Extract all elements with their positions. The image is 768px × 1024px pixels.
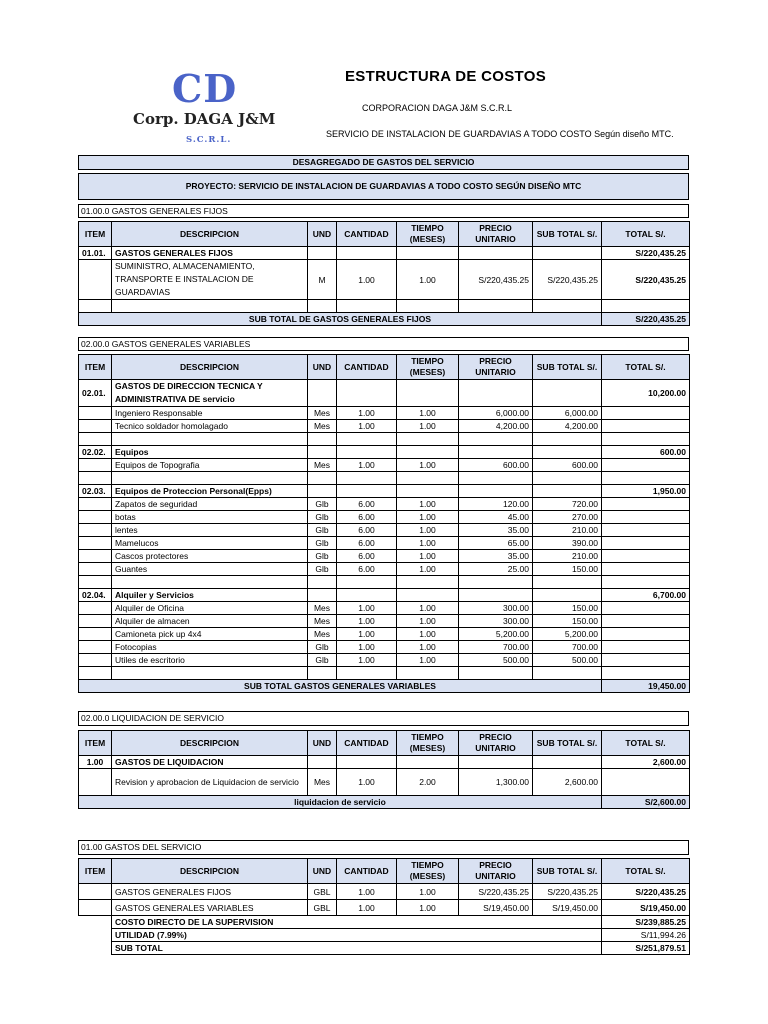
- col-tiempo: TIEMPO (MESES): [397, 859, 459, 884]
- subtotal-value: S/220,435.25: [602, 313, 690, 326]
- col-precio: PRECIO UNITARIO: [459, 222, 533, 247]
- row-tiempo: 1.00: [397, 498, 459, 511]
- group-desc: Equipos de Proteccion Personal(Epps): [112, 485, 308, 498]
- col-und: UND: [308, 731, 337, 756]
- table-header: [79, 355, 690, 380]
- table-row: [79, 900, 690, 916]
- group-item: 02.01.: [79, 380, 112, 407]
- group-row: [79, 589, 690, 602]
- costo-directo-label: COSTO DIRECTO DE LA SUPERVISION: [112, 916, 602, 929]
- col-und: UND: [308, 355, 337, 380]
- row-und: M: [308, 260, 337, 300]
- section-title-servicio: [78, 840, 689, 855]
- row-subtotal: 600.00: [533, 459, 602, 472]
- row-precio: 6,000.00: [459, 407, 533, 420]
- row-precio: 700.00: [459, 641, 533, 654]
- col-cantidad: CANTIDAD: [337, 222, 397, 247]
- row-und: GBL: [308, 884, 337, 900]
- row-und: Glb: [308, 537, 337, 550]
- table-row: [79, 602, 690, 615]
- row-subtotal: 150.00: [533, 615, 602, 628]
- row-tiempo: 1.00: [397, 641, 459, 654]
- col-subtotal: SUB TOTAL S/.: [533, 222, 602, 247]
- row-cant: 1.00: [337, 628, 397, 641]
- group-desc: GASTOS DE LIQUIDACION: [112, 756, 308, 769]
- col-tiempo: TIEMPO (MESES): [397, 355, 459, 380]
- row-precio: S/19,450.00: [459, 900, 533, 916]
- col-subtotal: SUB TOTAL S/.: [533, 731, 602, 756]
- logo-name: Corp. DAGA J&M: [133, 110, 276, 128]
- variable-costs-table: [78, 354, 690, 693]
- row-cant: 1.00: [337, 420, 397, 433]
- col-subtotal: SUB TOTAL S/.: [533, 355, 602, 380]
- service-costs-table: [78, 858, 690, 955]
- row-cant: 6.00: [337, 498, 397, 511]
- group-desc: Alquiler y Servicios: [112, 589, 308, 602]
- col-tiempo: TIEMPO (MESES): [397, 731, 459, 756]
- row-und: Glb: [308, 550, 337, 563]
- group-row: [79, 380, 690, 407]
- col-total: TOTAL S/.: [602, 355, 690, 380]
- row-cant: 6.00: [337, 563, 397, 576]
- group-item: 02.04.: [79, 589, 112, 602]
- row-subtotal: 6,000.00: [533, 407, 602, 420]
- row-tiempo: 1.00: [397, 420, 459, 433]
- row-und: Glb: [308, 524, 337, 537]
- row-und: Glb: [308, 563, 337, 576]
- group-total: 600.00: [602, 446, 690, 459]
- col-item: ITEM: [79, 222, 112, 247]
- row-cant: 1.00: [337, 602, 397, 615]
- row-und: Mes: [308, 628, 337, 641]
- row-subtotal: 150.00: [533, 602, 602, 615]
- col-cantidad: CANTIDAD: [337, 355, 397, 380]
- logo-subtitle: S.C.R.L.: [186, 135, 232, 145]
- company-name: CORPORACION DAGA J&M S.C.R.L: [362, 103, 513, 113]
- col-descripcion: DESCRIPCION: [112, 355, 308, 380]
- row-desc: Alquiler de almacen: [112, 615, 308, 628]
- section-title-variable: [78, 337, 689, 351]
- row-subtotal: 700.00: [533, 641, 602, 654]
- row-und: Mes: [308, 615, 337, 628]
- row-subtotal: 210.00: [533, 550, 602, 563]
- col-item: ITEM: [79, 355, 112, 380]
- col-subtotal: SUB TOTAL S/.: [533, 859, 602, 884]
- row-precio: S/220,435.25: [459, 260, 533, 300]
- project-banner: [78, 173, 689, 200]
- subtotal-value: S/2,600.00: [602, 796, 690, 809]
- row-cant: 6.00: [337, 524, 397, 537]
- row-cant: 1.00: [337, 615, 397, 628]
- group-desc: Equipos: [112, 446, 308, 459]
- row-tiempo: 1.00: [397, 550, 459, 563]
- row-cant: 1.00: [337, 641, 397, 654]
- table-row: [79, 260, 690, 300]
- row-total: S/220,435.25: [602, 884, 690, 900]
- subtotal-row: [79, 796, 690, 809]
- group-item: 01.01.: [79, 247, 112, 260]
- fixed-costs-table: [78, 221, 690, 326]
- row-cant: 1.00: [337, 769, 397, 796]
- row-subtotal: S/19,450.00: [533, 900, 602, 916]
- utilidad-row: [79, 929, 690, 942]
- row-tiempo: 2.00: [397, 769, 459, 796]
- col-und: UND: [308, 859, 337, 884]
- table-row: [79, 628, 690, 641]
- row-cant: 1.00: [337, 654, 397, 667]
- group-row: [79, 756, 690, 769]
- row-precio: 4,200.00: [459, 420, 533, 433]
- section-title-fixed: [78, 204, 689, 218]
- row-precio: 300.00: [459, 602, 533, 615]
- table-row: [79, 420, 690, 433]
- group-desc: GASTOS DE DIRECCION TECNICA Y ADMINISTRATIVA DE servicio: [112, 380, 308, 407]
- table-row: [79, 641, 690, 654]
- row-cant: 1.00: [337, 407, 397, 420]
- row-subtotal: 390.00: [533, 537, 602, 550]
- table-row: [79, 498, 690, 511]
- grand-subtotal-label: SUB TOTAL: [112, 942, 602, 955]
- row-tiempo: 1.00: [397, 615, 459, 628]
- row-desc: Guantes: [112, 563, 308, 576]
- row-desc: Revision y aprobacion de Liquidacion de servicio: [112, 769, 308, 796]
- row-tiempo: 1.00: [397, 628, 459, 641]
- grand-subtotal-row: [79, 942, 690, 955]
- row-subtotal: 2,600.00: [533, 769, 602, 796]
- row-total: S/19,450.00: [602, 900, 690, 916]
- row-cant: 1.00: [337, 884, 397, 900]
- desagregado-banner: [78, 155, 689, 170]
- group-total: 1,950.00: [602, 485, 690, 498]
- grand-subtotal-value: S/251,879.51: [602, 942, 690, 955]
- col-cantidad: CANTIDAD: [337, 731, 397, 756]
- table-row: [79, 884, 690, 900]
- section-title-liquidacion-label: 02.00.0 LIQUIDACION DE SERVICIO: [81, 713, 224, 723]
- table-header: [79, 731, 690, 756]
- row-subtotal: S/220,435.25: [533, 884, 602, 900]
- row-desc: GASTOS GENERALES VARIABLES: [112, 900, 308, 916]
- row-precio: 1,300.00: [459, 769, 533, 796]
- table-row: [79, 537, 690, 550]
- row-subtotal: 5,200.00: [533, 628, 602, 641]
- col-precio: PRECIO UNITARIO: [459, 859, 533, 884]
- row-precio: 35.00: [459, 550, 533, 563]
- row-desc: Equipos de Topografia: [112, 459, 308, 472]
- row-cant: 1.00: [337, 459, 397, 472]
- subtotal-label: SUB TOTAL DE GASTOS GENERALES FIJOS: [79, 313, 602, 326]
- col-total: TOTAL S/.: [602, 222, 690, 247]
- group-item: 02.03.: [79, 485, 112, 498]
- row-precio: 35.00: [459, 524, 533, 537]
- row-subtotal: 210.00: [533, 524, 602, 537]
- group-row: [79, 247, 690, 260]
- row-desc: Alquiler de Oficina: [112, 602, 308, 615]
- row-precio: 500.00: [459, 654, 533, 667]
- utilidad-value: S/11,994.26: [602, 929, 690, 942]
- row-und: Mes: [308, 602, 337, 615]
- row-tiempo: 1.00: [397, 654, 459, 667]
- row-tiempo: 1.00: [397, 602, 459, 615]
- table-row: [79, 524, 690, 537]
- group-item: 02.02.: [79, 446, 112, 459]
- subtotal-row: [79, 680, 690, 693]
- col-item: ITEM: [79, 731, 112, 756]
- table-row: [79, 407, 690, 420]
- group-desc: GASTOS GENERALES FIJOS: [112, 247, 308, 260]
- row-cant: 6.00: [337, 511, 397, 524]
- row-subtotal: 500.00: [533, 654, 602, 667]
- row-tiempo: 1.00: [397, 563, 459, 576]
- row-desc: Fotocopias: [112, 641, 308, 654]
- row-subtotal: 4,200.00: [533, 420, 602, 433]
- subtotal-label: liquidacion de servicio: [79, 796, 602, 809]
- row-tiempo: 1.00: [397, 407, 459, 420]
- table-header: [79, 222, 690, 247]
- row-tiempo: 1.00: [397, 260, 459, 300]
- col-precio: PRECIO UNITARIO: [459, 731, 533, 756]
- col-tiempo: TIEMPO (MESES): [397, 222, 459, 247]
- row-precio: S/220,435.25: [459, 884, 533, 900]
- row-und: GBL: [308, 900, 337, 916]
- row-und: Mes: [308, 407, 337, 420]
- table-header: [79, 859, 690, 884]
- group-item: 1.00: [79, 756, 112, 769]
- subtotal-value: 19,450.00: [602, 680, 690, 693]
- row-subtotal: S/220,435.25: [533, 260, 602, 300]
- subtotal-label: SUB TOTAL GASTOS GENERALES VARIABLES: [79, 680, 602, 693]
- row-tiempo: 1.00: [397, 459, 459, 472]
- group-total: S/220,435.25: [602, 247, 690, 260]
- row-und: Glb: [308, 511, 337, 524]
- row-precio: 120.00: [459, 498, 533, 511]
- row-tiempo: 1.00: [397, 524, 459, 537]
- row-und: Glb: [308, 654, 337, 667]
- utilidad-label: UTILIDAD (7.99%): [112, 929, 602, 942]
- liquidacion-table: [78, 730, 690, 809]
- company-logo: [130, 68, 280, 152]
- table-row: [79, 550, 690, 563]
- costo-directo-value: S/239,885.25: [602, 916, 690, 929]
- section-title-variable-label: 02.00.0 GASTOS GENERALES VARIABLES: [81, 339, 251, 349]
- row-precio: 600.00: [459, 459, 533, 472]
- group-total: 6,700.00: [602, 589, 690, 602]
- table-row: [79, 769, 690, 796]
- row-desc: Ingeniero Responsable: [112, 407, 308, 420]
- row-desc: Zapatos de seguridad: [112, 498, 308, 511]
- row-desc: GASTOS GENERALES FIJOS: [112, 884, 308, 900]
- service-description: SERVICIO DE INSTALACION DE GUARDAVIAS A TODO COSTO Según diseño MTC.: [326, 129, 674, 139]
- page-title: ESTRUCTURA DE COSTOS: [345, 68, 547, 85]
- row-desc: Camioneta pick up 4x4: [112, 628, 308, 641]
- row-precio: 25.00: [459, 563, 533, 576]
- row-total: S/220,435.25: [602, 260, 690, 300]
- group-row: [79, 446, 690, 459]
- section-title-fixed-label: 01.00.0 GASTOS GENERALES FIJOS: [81, 206, 228, 216]
- row-subtotal: 720.00: [533, 498, 602, 511]
- row-und: Glb: [308, 498, 337, 511]
- subtotal-row: [79, 313, 690, 326]
- group-total: 10,200.00: [602, 380, 690, 407]
- row-precio: 300.00: [459, 615, 533, 628]
- row-desc: botas: [112, 511, 308, 524]
- row-und: Mes: [308, 420, 337, 433]
- row-subtotal: 150.00: [533, 563, 602, 576]
- row-und: Glb: [308, 641, 337, 654]
- row-und: Mes: [308, 769, 337, 796]
- col-total: TOTAL S/.: [602, 731, 690, 756]
- row-cant: 6.00: [337, 537, 397, 550]
- col-descripcion: DESCRIPCION: [112, 859, 308, 884]
- row-tiempo: 1.00: [397, 511, 459, 524]
- row-desc: Mamelucos: [112, 537, 308, 550]
- row-desc: SUMINISTRO, ALMACENAMIENTO, TRANSPORTE E INSTALACION DE GUARDAVIAS: [112, 260, 308, 300]
- table-row: [79, 563, 690, 576]
- project-label: PROYECTO: SERVICIO DE INSTALACION DE GUARDAVIAS A TODO COSTO SEGÚN DISEÑO MTC: [185, 181, 582, 191]
- section-title-servicio-label: 01.00 GASTOS DEL SERVICIO: [81, 842, 202, 852]
- row-cant: 1.00: [337, 260, 397, 300]
- col-total: TOTAL S/.: [602, 859, 690, 884]
- col-cantidad: CANTIDAD: [337, 859, 397, 884]
- row-precio: 45.00: [459, 511, 533, 524]
- row-cant: 1.00: [337, 900, 397, 916]
- row-desc: Cascos protectores: [112, 550, 308, 563]
- row-tiempo: 1.00: [397, 884, 459, 900]
- row-cant: 6.00: [337, 550, 397, 563]
- row-tiempo: 1.00: [397, 900, 459, 916]
- table-row: [79, 654, 690, 667]
- row-desc: Utiles de escritorio: [112, 654, 308, 667]
- section-title-liquidacion: [78, 711, 689, 726]
- table-row: [79, 615, 690, 628]
- desagregado-label: DESAGREGADO DE GASTOS DEL SERVICIO: [292, 157, 475, 167]
- table-row: [79, 511, 690, 524]
- row-precio: 65.00: [459, 537, 533, 550]
- row-tiempo: 1.00: [397, 537, 459, 550]
- logo-mark: CD: [172, 66, 238, 111]
- costo-directo-row: [79, 916, 690, 929]
- group-total: 2,600.00: [602, 756, 690, 769]
- col-descripcion: DESCRIPCION: [112, 731, 308, 756]
- row-und: Mes: [308, 459, 337, 472]
- col-und: UND: [308, 222, 337, 247]
- row-precio: 5,200.00: [459, 628, 533, 641]
- col-precio: PRECIO UNITARIO: [459, 355, 533, 380]
- group-row: [79, 485, 690, 498]
- table-row: [79, 459, 690, 472]
- col-descripcion: DESCRIPCION: [112, 222, 308, 247]
- row-subtotal: 270.00: [533, 511, 602, 524]
- row-desc: lentes: [112, 524, 308, 537]
- row-desc: Tecnico soldador homolagado: [112, 420, 308, 433]
- col-item: ITEM: [79, 859, 112, 884]
